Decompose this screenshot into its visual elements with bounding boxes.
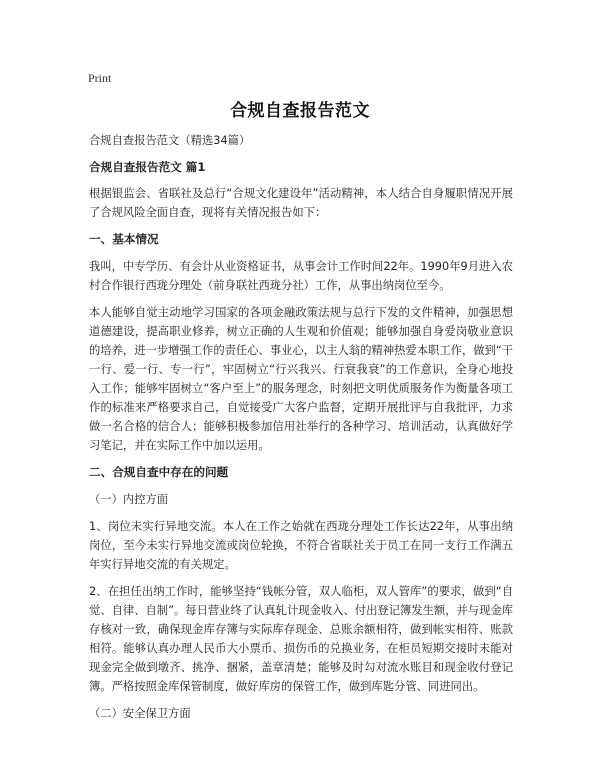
- subsection-heading-security: （二）安全保卫方面: [89, 707, 191, 720]
- print-link[interactable]: Print: [88, 71, 112, 85]
- section-heading-issues: 二、合规自查中存在的问题: [89, 465, 229, 479]
- issue-item-2: 2、在担任出纳工作时，能够坚持“钱帐分管，双人临柜，双人管库”的要求，做到“自觉、自律、自制”。每日营业终了认真轧计现金收入、付出登记簿发生额，并与现金库存核对一致，确保现金库存簿与实际库存现金、总账余额相符，做到帐实相符、账款相符。能够认真办理人民币大小票币、损伤币的兑换业务，在柜员短期交接时未能对现金完全做到墩齐、挑净、捆紧，盖章清楚；能够及时勾对流水账目和现金收付登记簿。严格按照金库保管制度，做好库房的保管工作，做到库匙分管、同进同出。: [89, 585, 513, 693]
- document-subtitle: 合规自查报告范文（精选34篇）: [89, 134, 251, 147]
- section-heading-basic: 一、基本情况: [89, 232, 159, 246]
- page-title: 合规自查报告范文: [230, 101, 370, 121]
- basic-info-paragraph-1: 我叫，中专学历、有会计从业资格证书，从事会计工作时间22年。1990年9月进入农村合作银行西珑分理处（前身联社西珑分社）工作，从事出纳岗位至今。: [89, 260, 513, 292]
- intro-paragraph: 根据银监会、省联社及总行“合规文化建设年”活动精神，本人结合自身履职情况开展了合规风险全面自查，现将有关情况报告如下：: [89, 187, 513, 219]
- article-heading: 合规自查报告范文 篇1: [89, 160, 206, 174]
- subsection-heading-internal-control: （一）内控方面: [89, 493, 169, 506]
- basic-info-paragraph-2: 本人能够自觉主动地学习国家的各项金融政策法规与总行下发的文件精神，加强思想道德建设，提高职业修养，树立正确的人生观和价值观；能够加强自身爱岗敬业意识的培养，进一步增强工作的责任心、事业心，以主人翁的精神热爱本职工作，做到“干一行、爱一行、专一行”，牢固树立“行兴我兴、行衰我衰”的工作意识，全身心地投入工作；能够牢固树立“客户至上”的服务理念，时刻把文明优质服务作为衡量各项工作的标准来严格要求自己，自觉接受广大客户监督，定期开展批评与自我批评，力求做一名合格的信合人；能够积极参加信用社举行的各种学习、培训活动，认真做好学习笔记，并在实际工作中加以运用。: [89, 306, 513, 452]
- issue-item-1: 1、岗位未实行异地交流。本人在工作之始就在西珑分理处工作长达22年，从事出纳岗位，至今未实行异地交流或岗位轮换，不符合省联社关于员工在同一支行工作满五年实行异地交流的有关规定。: [89, 520, 513, 571]
- document-body: [89, 131, 513, 731]
